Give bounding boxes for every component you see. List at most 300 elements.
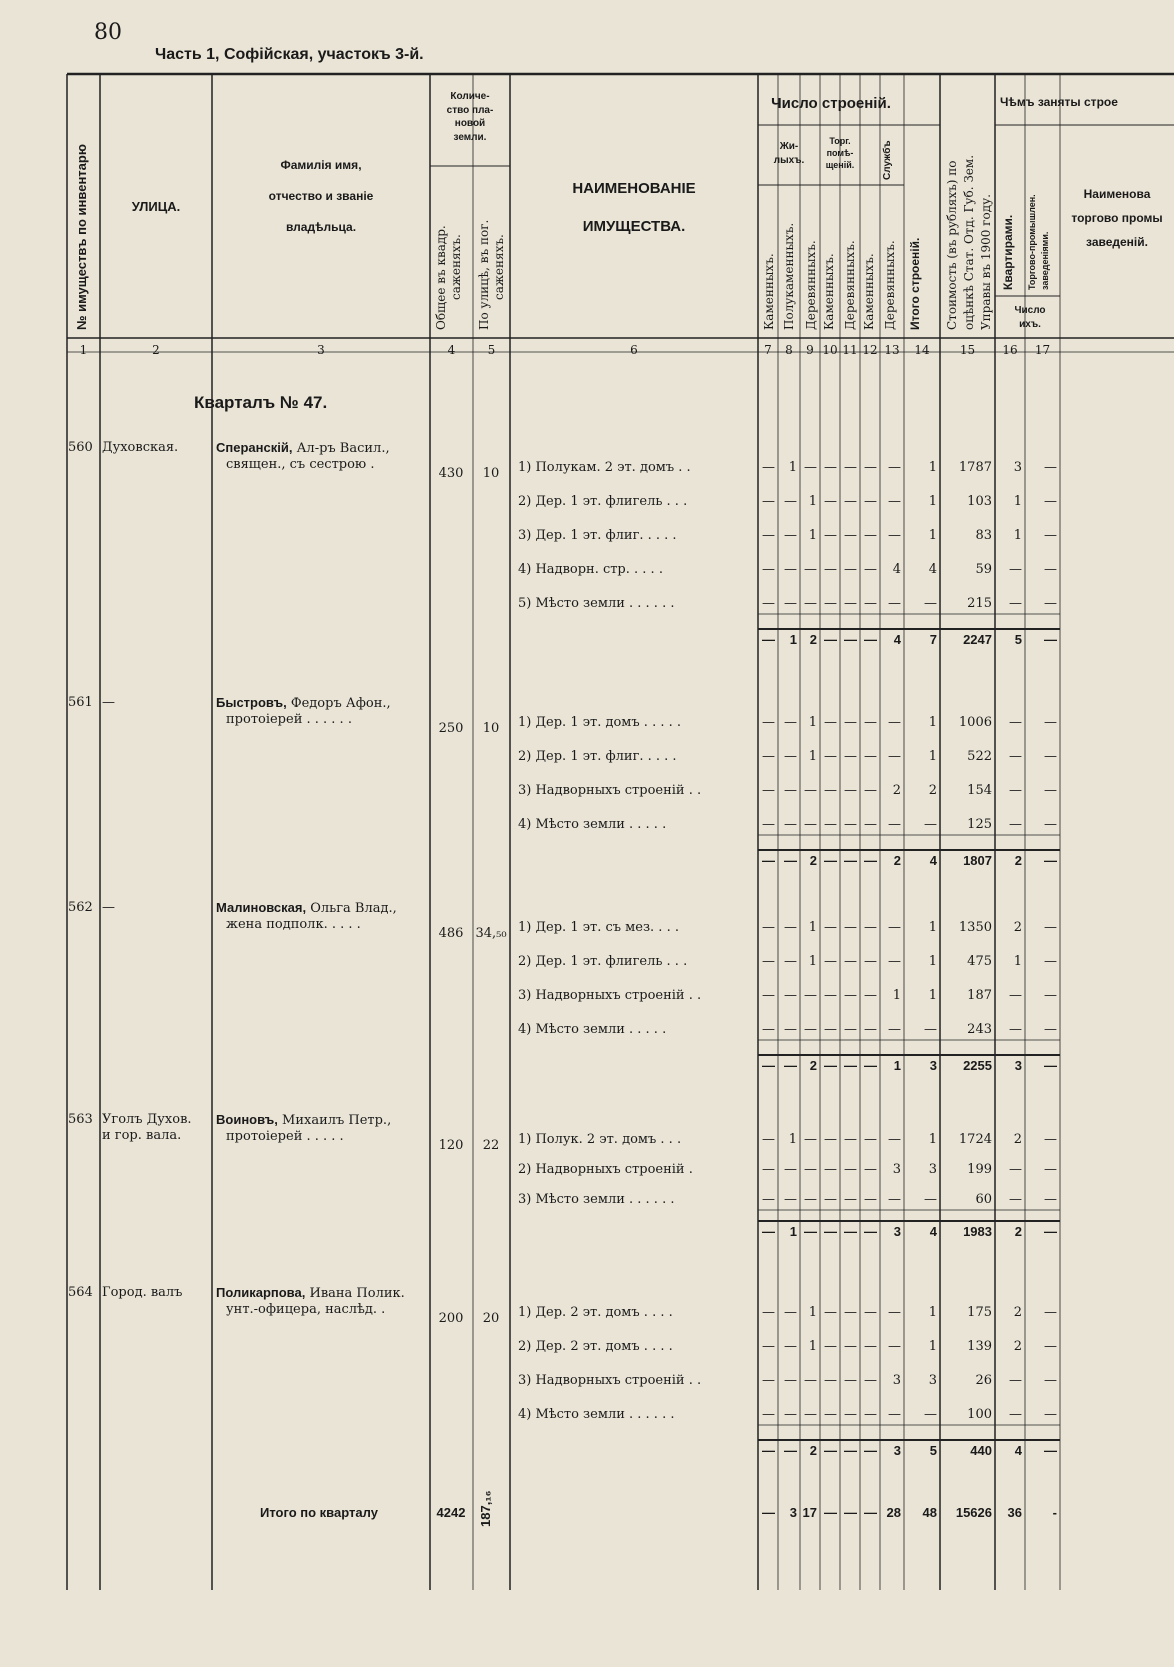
value-c17: —	[1044, 988, 1057, 1003]
value-c9: 1	[808, 920, 817, 935]
value-c7: —	[762, 494, 775, 509]
value-c7: —	[762, 954, 775, 969]
value-c14: 2	[928, 783, 937, 798]
value-c9: 1	[808, 1339, 817, 1354]
quarter-total-c16: 36	[1007, 1505, 1022, 1520]
subtotal-c12: —	[864, 1443, 877, 1458]
column-number: 7	[764, 343, 772, 357]
property-item: 4) Мѣсто земли . . . . .	[518, 817, 667, 832]
value-c16: 2	[1013, 1132, 1022, 1147]
value-c15: 1724	[958, 1132, 992, 1147]
value-c13: 1	[892, 988, 901, 1003]
column-number: 5	[487, 343, 496, 357]
value-c14: 3	[928, 1373, 937, 1388]
value-c11: —	[844, 715, 857, 730]
value-c8: —	[784, 1339, 797, 1354]
inventory-number: 561	[68, 695, 93, 710]
value-header-3: Управы въ 1900 году.	[979, 194, 993, 330]
value-c8: —	[784, 494, 797, 509]
value-c13: —	[888, 715, 901, 730]
subtotal-c10: —	[824, 853, 837, 868]
column-number: 14	[914, 343, 930, 357]
owner-title: протоіерей . . . . . .	[226, 712, 352, 727]
value-c12: —	[864, 749, 877, 764]
value-c12: —	[864, 528, 877, 543]
value-c8: —	[784, 562, 797, 577]
value-c17: —	[1044, 1305, 1057, 1320]
value-c10: —	[824, 1305, 837, 1320]
value-c11: —	[844, 562, 857, 577]
value-c16: —	[1009, 596, 1022, 611]
property-item: 3) Надворныхъ строеній . .	[518, 988, 702, 1003]
value-c17: —	[1044, 460, 1057, 475]
value-c12: —	[864, 954, 877, 969]
land-area: 250	[438, 721, 464, 736]
value-c7: —	[762, 1132, 775, 1147]
value-c17: —	[1044, 920, 1057, 935]
subtotal-c9: —	[804, 1224, 817, 1239]
subtotal-c14: 5	[929, 1443, 937, 1458]
value-c15: 187	[967, 988, 992, 1003]
value-c13: —	[888, 1339, 901, 1354]
half-stone-col-header: Полукаменныхъ.	[782, 222, 796, 330]
property-item: 4) Мѣсто земли . . . . . .	[518, 1407, 675, 1422]
value-c10: —	[824, 562, 837, 577]
value-c16: 1	[1013, 954, 1022, 969]
value-c12: —	[864, 1305, 877, 1320]
value-c17: —	[1044, 749, 1057, 764]
value-c8: —	[784, 1192, 797, 1207]
value-c11: —	[844, 817, 857, 832]
subtotal-c16: 2	[1014, 853, 1022, 868]
subtotal-c12: —	[864, 1224, 877, 1239]
property-name-header: НАИМЕНОВАНІЕ ИМУЩЕСТВА.	[572, 180, 696, 235]
land-frontage: 10	[482, 466, 500, 481]
value-c16: 2	[1013, 1305, 1022, 1320]
value-c11: —	[844, 1339, 857, 1354]
value-c11: —	[844, 1162, 857, 1177]
value-c14: 1	[928, 749, 937, 764]
subtotal-c9: 2	[809, 1058, 817, 1073]
value-c11: —	[844, 1407, 857, 1422]
service-stone-col-header: Каменныхъ.	[862, 253, 876, 330]
subtotal-c14: 3	[929, 1058, 937, 1073]
column-number: 10	[822, 343, 838, 357]
trade-ind-header-2: заведеніями.	[1040, 231, 1050, 290]
value-c15: 522	[967, 749, 992, 764]
value-c12: —	[864, 1162, 877, 1177]
value-c17: —	[1044, 528, 1057, 543]
value-c15: 1350	[958, 920, 992, 935]
owner-name	[216, 1112, 391, 1128]
subtotal-c17: —	[1044, 1058, 1057, 1073]
street-header: УЛИЦА.	[131, 199, 181, 214]
trade-ind-count-header: Число ихъ.	[1014, 305, 1046, 330]
subtotal-c11: —	[844, 1058, 857, 1073]
value-c16: —	[1009, 1407, 1022, 1422]
subtotal-c13: 3	[893, 1224, 901, 1239]
value-c13: —	[888, 817, 901, 832]
value-c10: —	[824, 749, 837, 764]
value-c14: 1	[928, 920, 937, 935]
value-c15: 139	[967, 1339, 992, 1354]
value-c15: 125	[967, 817, 992, 832]
quarter-total-label: Итого по кварталу	[260, 1505, 378, 1520]
value-c12: —	[864, 988, 877, 1003]
column-number: 2	[152, 343, 160, 357]
value-c15: 83	[975, 528, 992, 543]
value-c12: —	[864, 783, 877, 798]
value-c7: —	[762, 1373, 775, 1388]
owner-title: унт.-офицера, наслѣд. .	[226, 1302, 386, 1317]
subtotal-c15: 1807	[963, 853, 992, 868]
column-number: 11	[842, 343, 858, 357]
value-c14: 1	[928, 528, 937, 543]
subtotal-c12: —	[864, 632, 877, 647]
owner-given: Ал-ръ Васил.,	[292, 441, 390, 456]
value-c8: —	[784, 528, 797, 543]
occupied-group-header: Чѣмъ заняты строе	[1000, 95, 1118, 109]
value-c17: —	[1044, 1373, 1057, 1388]
quarter-total-c13: 28	[886, 1505, 901, 1520]
owner-title: священ., съ сестрою .	[226, 457, 375, 472]
value-c9: —	[804, 1192, 817, 1207]
street-name: и гор. вала.	[102, 1128, 182, 1143]
land-frontage: 34,₅₀	[475, 926, 507, 941]
value-c16: 2	[1013, 920, 1022, 935]
owner-surname: Поликарпова,	[216, 1285, 306, 1300]
value-c9: 1	[808, 528, 817, 543]
owner-header: Фамилія имя, отчество и званіе владѣльца.	[268, 158, 374, 235]
subtotal-c7: —	[762, 853, 775, 868]
quarter-total-c12: —	[864, 1505, 877, 1520]
property-item: 2) Дер. 1 эт. флиг. . . . .	[518, 749, 677, 764]
land-area: 430	[438, 466, 464, 481]
quarter-title: Кварталъ № 47.	[194, 393, 328, 412]
value-c7: —	[762, 460, 775, 475]
value-c12: —	[864, 1339, 877, 1354]
value-c8: —	[784, 817, 797, 832]
buildings-group-header: Число строеній.	[771, 95, 891, 112]
value-c10: —	[824, 715, 837, 730]
column-number: 9	[806, 343, 814, 357]
value-c7: —	[762, 920, 775, 935]
value-c8: —	[784, 1305, 797, 1320]
subtotal-c8: —	[784, 853, 797, 868]
value-c8: 1	[788, 460, 797, 475]
value-c9: —	[804, 596, 817, 611]
subtotal-c16: 3	[1014, 1058, 1022, 1073]
value-c14: —	[924, 596, 937, 611]
subtotal-c13: 4	[893, 632, 901, 647]
value-c17: —	[1044, 1022, 1057, 1037]
subtotal-c8: 1	[789, 1224, 797, 1239]
value-c10: —	[824, 528, 837, 543]
value-c16: —	[1009, 1373, 1022, 1388]
column-number: 8	[785, 343, 793, 357]
value-c12: —	[864, 1407, 877, 1422]
subtotal-c15: 1983	[963, 1224, 992, 1239]
value-c11: —	[844, 1192, 857, 1207]
value-c11: —	[844, 783, 857, 798]
value-c14: —	[924, 1192, 937, 1207]
value-c16: —	[1009, 749, 1022, 764]
value-c7: —	[762, 1162, 775, 1177]
subtotal-c15: 2247	[963, 632, 992, 647]
value-c10: —	[824, 494, 837, 509]
value-c10: —	[824, 1192, 837, 1207]
owner-given: Федоръ Афон.,	[286, 696, 391, 711]
land-frontage: 10	[482, 721, 500, 736]
wooden-col-header: Деревянныхъ.	[804, 240, 818, 330]
inventory-number: 563	[68, 1112, 93, 1127]
value-c17: —	[1044, 1162, 1057, 1177]
value-c13: —	[888, 528, 901, 543]
quarter-total-c10: —	[824, 1505, 837, 1520]
subtotal-c17: —	[1044, 632, 1057, 647]
column-number: 17	[1034, 343, 1051, 357]
value-c8: —	[784, 783, 797, 798]
value-c11: —	[844, 460, 857, 475]
value-c17: —	[1044, 954, 1057, 969]
value-c11: —	[844, 1022, 857, 1037]
value-header-1: Стоимость (въ рубляхъ) по	[945, 160, 959, 330]
subtotal-c11: —	[844, 853, 857, 868]
land-area: 200	[438, 1311, 464, 1326]
value-c13: —	[888, 920, 901, 935]
land-street-header-2: саженяхъ.	[492, 234, 506, 300]
value-c15: 100	[967, 1407, 992, 1422]
quarter-total-c7: —	[762, 1505, 775, 1520]
value-c8: —	[784, 1022, 797, 1037]
value-c14: —	[924, 1407, 937, 1422]
value-c15: 1787	[958, 460, 992, 475]
value-c13: 3	[892, 1373, 901, 1388]
subtotal-c17: —	[1044, 853, 1057, 868]
land-total-header-2: саженяхъ.	[449, 234, 463, 300]
subtotal-c10: —	[824, 1058, 837, 1073]
property-item: 1) Дер. 2 эт. домъ . . . .	[518, 1305, 673, 1320]
subtotal-c17: —	[1044, 1443, 1057, 1458]
owner-surname: Воиновъ,	[216, 1112, 278, 1127]
value-c9: 1	[808, 1305, 817, 1320]
trade-name-header: Наименова торгово промы заведеній.	[1071, 187, 1163, 249]
service-wooden-col-header: Деревянныхъ.	[883, 240, 897, 330]
value-c16: —	[1009, 562, 1022, 577]
value-c11: —	[844, 920, 857, 935]
value-c10: —	[824, 988, 837, 1003]
land-group-header: Количе- ство пла- новой земли.	[446, 91, 494, 143]
value-c7: —	[762, 817, 775, 832]
subtotal-c8: 1	[789, 632, 797, 647]
value-c12: —	[864, 460, 877, 475]
column-number: 6	[630, 343, 638, 357]
value-c16: —	[1009, 1022, 1022, 1037]
value-c13: 3	[892, 1162, 901, 1177]
owner-title: протоіерей . . . . .	[226, 1129, 344, 1144]
value-c9: 1	[808, 715, 817, 730]
subtotal-c16: 4	[1014, 1443, 1022, 1458]
value-c13: —	[888, 460, 901, 475]
property-item: 2) Надворныхъ строеній .	[518, 1162, 693, 1177]
value-c9: —	[804, 1407, 817, 1422]
value-c12: —	[864, 715, 877, 730]
owner-name	[216, 1285, 405, 1301]
page-number: 80	[94, 20, 122, 45]
property-item: 3) Надворныхъ строеній . .	[518, 783, 702, 798]
property-item: 1) Дер. 1 эт. съ мез. . . .	[518, 920, 679, 935]
value-c15: 154	[967, 783, 992, 798]
property-item: 3) Надворныхъ строеній . .	[518, 1373, 702, 1388]
subtotal-c12: —	[864, 1058, 877, 1073]
subtotal-c9: 2	[809, 1443, 817, 1458]
value-c17: —	[1044, 715, 1057, 730]
subtotal-c14: 4	[929, 1224, 937, 1239]
value-c13: —	[888, 596, 901, 611]
property-item: 3) Мѣсто земли . . . . . .	[518, 1192, 675, 1207]
value-c15: 59	[975, 562, 992, 577]
quarter-total-c17: -	[1052, 1505, 1057, 1520]
value-c15: 215	[967, 596, 992, 611]
subtotal-c11: —	[844, 1443, 857, 1458]
owner-name	[216, 695, 391, 711]
subtotal-c14: 7	[929, 632, 937, 647]
value-c14: 1	[928, 988, 937, 1003]
subtotal-c10: —	[824, 632, 837, 647]
value-c15: 60	[975, 1192, 992, 1207]
value-c11: —	[844, 1132, 857, 1147]
quarter-total-c14: 48	[922, 1505, 937, 1520]
dwelling-header: Жи- лыхъ.	[773, 141, 805, 166]
value-c8: —	[784, 954, 797, 969]
value-c17: —	[1044, 562, 1057, 577]
value-c14: —	[924, 1022, 937, 1037]
value-c15: 175	[967, 1305, 992, 1320]
subtotal-c10: —	[824, 1224, 837, 1239]
stone-col-header: Каменныхъ.	[762, 253, 776, 330]
value-c12: —	[864, 920, 877, 935]
value-c8: —	[784, 1162, 797, 1177]
owner-title: жена подполк. . . . .	[226, 917, 361, 932]
value-c13: 4	[892, 562, 901, 577]
land-street-header: По улицѣ, въ пог.	[477, 219, 491, 330]
value-c8: —	[784, 596, 797, 611]
value-c10: —	[824, 1022, 837, 1037]
value-c13: —	[888, 494, 901, 509]
value-c9: 1	[808, 494, 817, 509]
value-c12: —	[864, 817, 877, 832]
subtotal-c8: —	[784, 1443, 797, 1458]
value-c10: —	[824, 920, 837, 935]
value-c12: —	[864, 562, 877, 577]
value-c10: —	[824, 817, 837, 832]
value-c10: —	[824, 1339, 837, 1354]
value-c13: —	[888, 1022, 901, 1037]
trade-wooden-col-header: Деревянныхъ.	[843, 240, 857, 330]
value-c16: 1	[1013, 528, 1022, 543]
inventory-number: 564	[68, 1285, 93, 1300]
street-name: —	[102, 900, 115, 915]
value-c7: —	[762, 1339, 775, 1354]
value-c9: —	[804, 460, 817, 475]
column-number: 15	[959, 343, 976, 357]
value-c11: —	[844, 1373, 857, 1388]
property-item: 1) Дер. 1 эт. домъ . . . . .	[518, 715, 682, 730]
subtotal-c11: —	[844, 1224, 857, 1239]
subtotal-c11: —	[844, 632, 857, 647]
subtotal-c13: 1	[893, 1058, 901, 1073]
value-c14: 1	[928, 715, 937, 730]
value-c13: —	[888, 749, 901, 764]
value-c17: —	[1044, 596, 1057, 611]
subtotal-c14: 4	[929, 853, 937, 868]
subtotal-c16: 2	[1014, 1224, 1022, 1239]
value-c11: —	[844, 494, 857, 509]
value-c14: 1	[928, 1305, 937, 1320]
street-name: Уголъ Духов.	[102, 1112, 192, 1127]
value-c17: —	[1044, 783, 1057, 798]
value-c17: —	[1044, 817, 1057, 832]
value-c8: —	[784, 1407, 797, 1422]
value-c9: —	[804, 783, 817, 798]
owner-given: Ивана Полик.	[305, 1286, 405, 1301]
quarter-total-c8: 3	[789, 1505, 797, 1520]
owner-given: Ольга Влад.,	[306, 901, 397, 916]
value-c10: —	[824, 783, 837, 798]
value-c15: 199	[967, 1162, 992, 1177]
value-c13: —	[888, 1132, 901, 1147]
value-c10: —	[824, 460, 837, 475]
column-number: 1	[79, 343, 88, 357]
value-c7: —	[762, 1192, 775, 1207]
column-number: 3	[317, 343, 325, 357]
value-c15: 1006	[958, 715, 992, 730]
trade-ind-header: Торгово-промышлен.	[1027, 194, 1037, 290]
value-c9: —	[804, 1162, 817, 1177]
property-item: 1) Полукам. 2 эт. домъ . .	[518, 460, 691, 475]
inventory-number: 560	[68, 440, 93, 455]
value-c9: —	[804, 1373, 817, 1388]
value-c17: —	[1044, 1339, 1057, 1354]
trade-stone-col-header: Каменныхъ.	[822, 253, 836, 330]
quarter-total-c11: —	[844, 1505, 857, 1520]
value-c7: —	[762, 749, 775, 764]
value-c8: —	[784, 920, 797, 935]
value-c16: —	[1009, 1162, 1022, 1177]
owner-surname: Быстровъ,	[216, 695, 287, 710]
subtotal-c16: 5	[1014, 632, 1022, 647]
subtotal-c8: —	[784, 1058, 797, 1073]
value-c11: —	[844, 749, 857, 764]
quarter-total-c9: 17	[802, 1505, 817, 1520]
property-item: 2) Дер. 2 эт. домъ . . . .	[518, 1339, 673, 1354]
value-c9: —	[804, 562, 817, 577]
value-c16: 2	[1013, 1339, 1022, 1354]
value-c9: —	[804, 1132, 817, 1147]
value-c9: —	[804, 1022, 817, 1037]
property-item: 4) Надворн. стр. . . . .	[518, 562, 663, 577]
value-c13: —	[888, 1305, 901, 1320]
value-c12: —	[864, 1132, 877, 1147]
value-c13: —	[888, 1192, 901, 1207]
value-c12: —	[864, 1022, 877, 1037]
value-c7: —	[762, 596, 775, 611]
value-c17: —	[1044, 1192, 1057, 1207]
value-c13: —	[888, 954, 901, 969]
value-header-2: оцѣнкѣ Стат. Отд. Губ. Зем.	[962, 154, 976, 330]
value-c10: —	[824, 954, 837, 969]
value-c10: —	[824, 1373, 837, 1388]
